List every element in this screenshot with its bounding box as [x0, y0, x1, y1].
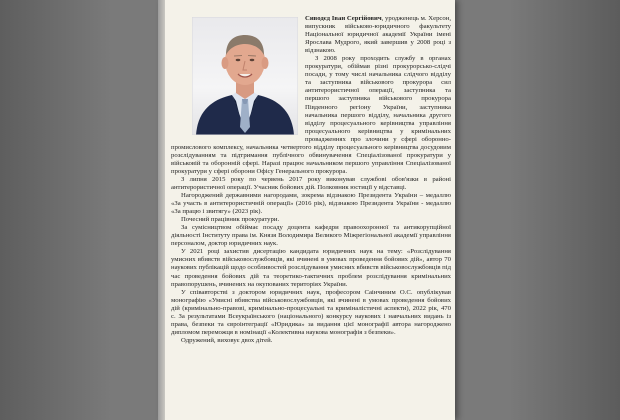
person-name: Сиводєд Іван Сергійович: [305, 15, 382, 22]
paragraph-service: З липня 2015 року по червень 2017 року виконував службові обов'язки в районі антитерористичної операції. Учасник бойових дій. Полковник юстиції у відставці.: [171, 175, 451, 191]
biography-text: [171, 15, 451, 345]
paragraph-teaching: За сумісництвом обіймає посаду доцента кафедри правоохоронної та антикорупційної діяльності Інституту права ім. Князя Володимира Великого Міжрегіональної академії управління персоналом, доктор юридичних наук.: [171, 224, 451, 248]
paragraph-career: З 2008 року проходить службу в органах прокуратури, обіймав різні прокурорсько-слідчі посади, у тому числі начальника слідчого відділу та заступника військового прокурора сил антитерористичної операції, заступника та першого заступника військового прокурора Південного регіону України, заступника начальника першого відділу, начальника другого відділу процесуального керівництва управління процесуального керівництва у кримінальних провадженнях про злочини у сфері оборонно-промислового комплексу, начальника четвертого відділу процесуального керівництва досудовим розслідуванням та підтримання публічного обвинувачення Спеціалізованої прокуратури у військовій та оборонній сфері. Наразі працює начальником першого управління Спеціалізованої прокуратури у сфері оборони Офісу Генерального прокурора.: [171, 55, 451, 175]
paragraph-monograph: У співавторстві з доктором юридичних наук, професором Саінчиним О.С. опублікував монографію «Умисні вбивства військовослужбовців, які вчинені в умовах проведення бойових дій (кримінально-правові, кримінально-процесуальні та криміналістичні аспекти), 2022 рік, 470 с. За результатами Всеукраїнського (національного) конкурсу наукових і навчальних видань із права, безпеки та євроінтеграції «Юридика» за видання цієї монографії автора нагороджено дипломом переможця в номінації «Колективна наукова монографія з безпеки».: [171, 288, 451, 336]
paragraph-dissertation: У 2021 році захистив дисертацію кандидата юридичних наук на тему: «Розслідування умисних вбивств військовослужбовців, які вчинені в умовах проведення бойових дій», автор 70 наукових публікацій щодо особливостей розслідування умисних вбивств військовослужбовців під час проведення бойових дій та теоретико-тактичних проблем розслідування кримінальних правопорушень, вчинених на окупованих територіях України.: [171, 248, 451, 288]
paragraph-family: Одружений, виховує двох дітей.: [181, 336, 273, 344]
paragraph-honorary: Почесний працівник прокуратури.: [181, 216, 280, 224]
intro-text: , уродженець м. Херсон, випускник військово-юридичного факультету Національної юридичної академії України імені Ярослава Мудрого, який завершив у 2008 році з відзнакою.: [305, 15, 451, 55]
book-page: [165, 0, 455, 420]
photo-text-wrap: [171, 15, 305, 138]
paragraph-awards: Нагороджений державними нагородами, зокрема відзнакою Президента України – медаллю «За участь в антитерористичній операції» (2016 рік), відзнакою Президента України - медаллю «За працю і звитягу» (2023 рік).: [171, 192, 451, 216]
